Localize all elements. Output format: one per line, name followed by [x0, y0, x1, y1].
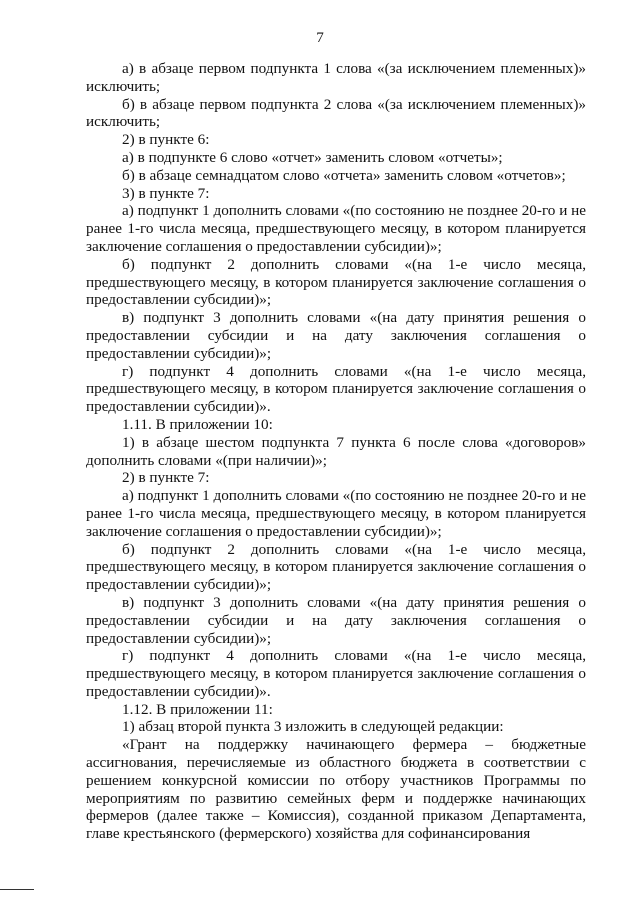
paragraph: а) подпункт 1 дополнить словами «(по состоянию не позднее 20-го и не ранее 1-го числа месяца, предшествующего месяцу, в котором планируется заключение соглашения о предоставлении субсидии)»; [86, 202, 586, 255]
paragraph: б) подпункт 2 дополнить словами «(на 1-е число месяца, предшествующего месяцу, в котором планируется заключение соглашения о предоставлении субсидии)»; [86, 540, 586, 594]
page-number: 7 [316, 29, 324, 46]
paragraph: в) подпункт 3 дополнить словами «(на дату принятия решения о предоставлении субсидии и на дату заключения соглашения о предоставлении субсидии)»; [86, 593, 586, 647]
paragraph: г) подпункт 4 дополнить словами «(на 1-е число месяца, предшествующего месяцу, в котором планируется заключение соглашения о предоставлении субсидии)». [86, 362, 586, 416]
paragraph: 1) абзац второй пункта 3 изложить в следующей редакции: [122, 718, 504, 736]
paragraph: «Грант на поддержку начинающего фермера – бюджетные ассигнования, перечисляемые из областного бюджета в соответствии с решением конкурсной комиссии по отбору участников Программы по мероприятиям по развитию семейных ферм и поддержке начинающих фермеров (далее также – Комиссия), созданной приказом Департамента, главе крестьянского (фермерского) хозяйства для софинансирования [86, 736, 586, 843]
paragraph: б) подпункт 2 дополнить словами «(на 1-е число месяца, предшествующего месяцу, в котором планируется заключение соглашения о предоставлении субсидии)»; [86, 255, 586, 309]
paragraph: а) в подпункте 6 слово «отчет» заменить словом «отчеты»; [122, 148, 503, 166]
paragraph: 1) в абзаце шестом подпункта 7 пункта 6 после слова «договоров» дополнить словами «(при наличии)»; [86, 433, 586, 469]
footer-rule [0, 889, 34, 890]
section-heading: 1.11. В приложении 10: [122, 415, 273, 433]
paragraph: б) в абзаце семнадцатом слово «отчета» заменить словом «отчетов»; [122, 166, 566, 184]
section-heading: 1.12. В приложении 11: [122, 700, 273, 718]
paragraph: б) в абзаце первом подпункта 2 слова «(за исключением племенных)» исключить; [86, 95, 586, 131]
paragraph: 3) в пункте 7: [122, 184, 210, 202]
paragraph: г) подпункт 4 дополнить словами «(на 1-е число месяца, предшествующего месяцу, в котором планируется заключение соглашения о предоставлении субсидии)». [86, 647, 586, 700]
document-body [86, 60, 586, 843]
paragraph: в) подпункт 3 дополнить словами «(на дату принятия решения о предоставлении субсидии и на дату заключения соглашения о предоставлении субсидии)»; [86, 309, 586, 362]
paragraph: 2) в пункте 6: [122, 131, 210, 149]
paragraph: а) в абзаце первом подпункта 1 слова «(за исключением племенных)» исключить; [86, 60, 586, 95]
paragraph: а) подпункт 1 дополнить словами «(по состоянию не позднее 20-го и не ранее 1-го числа месяца, предшествующего месяцу, в котором планируется заключение соглашения о предоставлении субсидии)»; [86, 487, 586, 540]
paragraph: 2) в пункте 7: [122, 469, 210, 487]
